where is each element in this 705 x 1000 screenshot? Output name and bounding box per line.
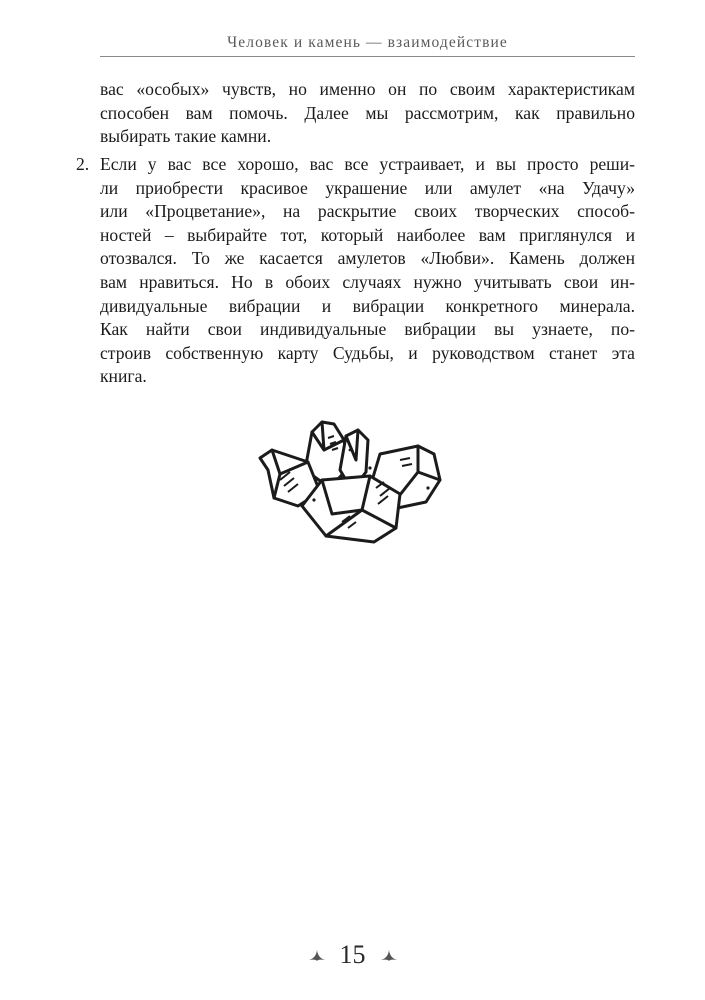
fleuron-icon — [308, 948, 326, 962]
page-number: 15 — [339, 940, 366, 969]
text-line: книга. — [100, 366, 147, 387]
list-item-paragraph — [100, 153, 635, 389]
text-line: ли приобрести красивое украшение или амулет «на Удачу» — [100, 177, 635, 198]
text-line: или «Процветание», на раскрытие своих творческих способ- — [100, 201, 635, 222]
page-footer — [0, 940, 705, 970]
text-line: отозвался. То же касается амулетов «Любви». Камень должен — [100, 248, 635, 269]
header-rule — [100, 56, 635, 57]
text-line: Если у вас все хорошо, вас все устраивает, и вы просто реши- — [100, 154, 635, 174]
paragraph-continuation — [100, 78, 635, 149]
text-line: вас «особых» чувств, но именно он по своим характеристикам — [100, 79, 635, 99]
text-line: Как найти свои индивидуальные вибрации вы узнаете, по- — [100, 319, 635, 340]
text-line: вам нравиться. Но в обоих случаях нужно учитывать свои ин- — [100, 271, 635, 292]
fleuron-icon — [380, 948, 398, 962]
crystal-cluster-icon — [250, 410, 450, 550]
text-line: способен вам помочь. Далее мы рассмотрим, как правильно — [100, 102, 635, 123]
text-line: строив собственную карту Судьбы, и руководством станет эта — [100, 342, 635, 363]
text-line: дивидуальные вибрации и вибрации конкретного минерала. — [100, 295, 635, 316]
text-line: ностей – выбирайте тот, который наиболее вам приглянулся и — [100, 224, 635, 245]
running-header: Человек и камень — взаимодействие — [227, 34, 508, 51]
text-line: выбирать такие камни. — [100, 126, 272, 147]
list-number: 2. — [76, 154, 90, 174]
